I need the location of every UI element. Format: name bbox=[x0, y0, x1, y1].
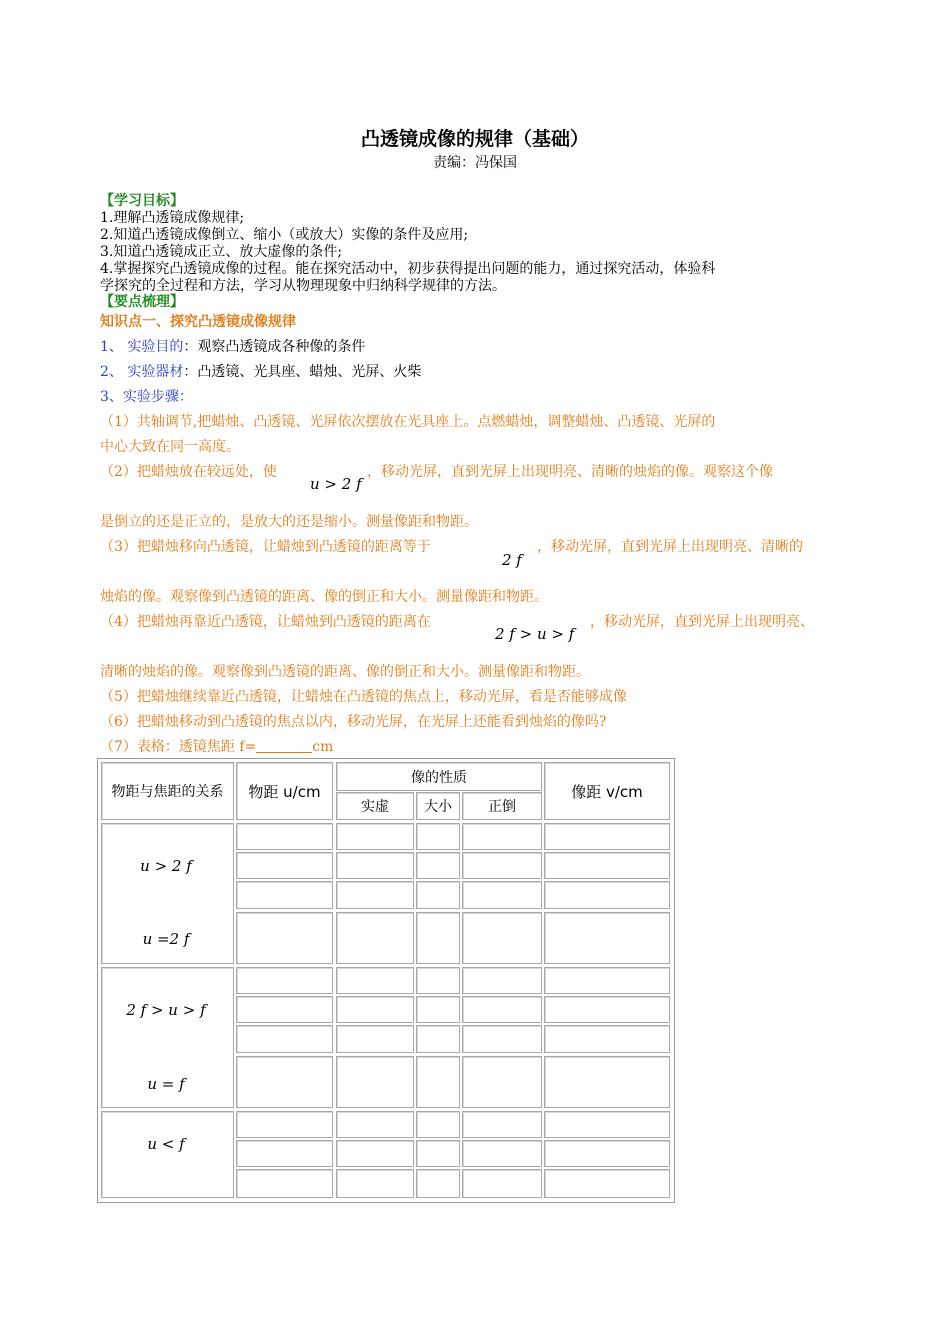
step-2b: ，移动光屏，直到光屏上出现明亮、清晰的烛焰的像。观察这个像 bbox=[367, 464, 773, 480]
rel-2f-gt-u-gt-f: 2 f > u > f bbox=[126, 1001, 206, 1019]
table-cell-r3-c3 bbox=[416, 881, 460, 909]
table-cell-r7-c3 bbox=[416, 1025, 460, 1053]
relation-group-3 bbox=[101, 1111, 234, 1198]
table-cell-r8-c4 bbox=[462, 1056, 542, 1108]
table-cell-r2-c4 bbox=[462, 852, 542, 879]
table-cell-r2-c3 bbox=[416, 852, 460, 879]
page-title: 凸透镜成像的规律（基础） bbox=[360, 128, 589, 150]
table-cell-r11-c4 bbox=[462, 1169, 542, 1198]
goal-4-cont: 学探究的全过程和方法，学习从物理现象中归纳科学规律的方法。 bbox=[100, 278, 506, 294]
table-cell-r6-c3 bbox=[416, 996, 460, 1023]
editor-line: 责编：冯保国 bbox=[433, 155, 517, 171]
math-u-gt-2f: u > 2 f bbox=[310, 475, 362, 493]
item-2-text: ：凸透镜、光具座、蜡烛、光屏、火柴 bbox=[183, 364, 422, 380]
table-cell-r7-c2 bbox=[336, 1025, 414, 1053]
step-4a: （4）把蜡烛再靠近凸透镜，让蜡烛到凸透镜的距离在 bbox=[100, 614, 431, 630]
table-cell-r6-c4 bbox=[462, 996, 542, 1023]
step-7-unit: cm bbox=[312, 739, 334, 755]
table-cell-r9-c3 bbox=[416, 1111, 460, 1138]
table-cell-r6-c1 bbox=[236, 996, 333, 1023]
rel-u-eq-2f: u =2 f bbox=[142, 930, 190, 948]
step-7 bbox=[100, 739, 333, 756]
table-cell-r5-c5 bbox=[544, 967, 670, 994]
table-cell-r6-c5 bbox=[544, 996, 670, 1023]
table-cell-r9-c4 bbox=[462, 1111, 542, 1138]
step-2a: （2）把蜡烛放在较远处，使 bbox=[100, 464, 277, 480]
points-heading: 【要点梳理】 bbox=[100, 294, 184, 310]
header-size: 大小 bbox=[416, 792, 460, 820]
table-cell-r3-c2 bbox=[336, 881, 414, 909]
item-2-num: 2、 bbox=[100, 364, 123, 380]
table-cell-r5-c4 bbox=[462, 967, 542, 994]
table-cell-r1-c5 bbox=[544, 823, 670, 850]
step-7-label: （7）表格：透镜焦距 f= bbox=[100, 739, 257, 755]
goal-1: 1.理解凸透镜成像规律; bbox=[100, 210, 245, 226]
step-6: （6）把蜡烛移动到凸透镜的焦点以内，移动光屏，在光屏上还能看到烛焰的像吗? bbox=[100, 714, 607, 730]
table-cell-r8-c1 bbox=[236, 1056, 333, 1108]
table-cell-r2-c5 bbox=[544, 852, 670, 879]
header-image-nature: 像的性质 bbox=[336, 762, 542, 791]
table-cell-r1-c2 bbox=[336, 823, 414, 850]
header-relation: 物距与焦距的关系 bbox=[101, 762, 234, 820]
item-2-label: 实验器材 bbox=[127, 364, 184, 380]
rel-u-gt-2f: u > 2 f bbox=[140, 857, 192, 875]
item-2 bbox=[100, 364, 421, 381]
header-orientation: 正倒 bbox=[462, 792, 542, 820]
step-4c: 清晰的烛焰的像。观察像到凸透镜的距离、像的倒正和大小。测量像距和物距。 bbox=[100, 664, 590, 680]
table-cell-r11-c3 bbox=[416, 1169, 460, 1198]
table-cell-r8-c3 bbox=[416, 1056, 460, 1108]
table-cell-r10-c5 bbox=[544, 1140, 670, 1167]
goals-heading: 【学习目标】 bbox=[100, 193, 184, 209]
table-cell-r4-c4 bbox=[462, 912, 542, 964]
step-3b: ，移动光屏，直到光屏上出现明亮、清晰的 bbox=[537, 539, 803, 555]
table-cell-r4-c1 bbox=[236, 912, 333, 964]
table-cell-r11-c5 bbox=[544, 1169, 670, 1198]
table-cell-r10-c1 bbox=[236, 1140, 333, 1167]
table-cell-r1-c4 bbox=[462, 823, 542, 850]
goal-4: 4.掌握探究凸透镜成像的过程。能在探究活动中，初步获得提出问题的能力，通过探究活动，体验科 bbox=[100, 261, 716, 277]
table-cell-r5-c1 bbox=[236, 967, 333, 994]
item-3: 3、实验步骤： bbox=[100, 389, 193, 405]
table-cell-r6-c2 bbox=[336, 996, 414, 1023]
math-2f: 2 f bbox=[502, 551, 522, 569]
step-3c: 烛焰的像。观察像到凸透镜的距离、像的倒正和大小。测量像距和物距。 bbox=[100, 589, 548, 605]
item-1-num: 1、 bbox=[100, 339, 123, 355]
step-4b: ，移动光屏，直到光屏上出现明亮、 bbox=[590, 614, 814, 630]
rel-u-lt-f: u < f bbox=[147, 1135, 185, 1153]
goal-3: 3.知道凸透镜成正立、放大虚像的条件; bbox=[100, 244, 343, 260]
table-cell-r7-c5 bbox=[544, 1025, 670, 1053]
table-cell-r7-c1 bbox=[236, 1025, 333, 1053]
table-cell-r7-c4 bbox=[462, 1025, 542, 1053]
table-cell-r8-c5 bbox=[544, 1056, 670, 1108]
header-real-virtual: 实虚 bbox=[336, 792, 414, 820]
table-cell-r9-c2 bbox=[336, 1111, 414, 1138]
table-cell-r4-c2 bbox=[336, 912, 414, 964]
table-cell-r5-c2 bbox=[336, 967, 414, 994]
header-image-distance: 像距 v/cm bbox=[544, 762, 670, 820]
step-1b: 中心大致在同一高度。 bbox=[100, 439, 240, 455]
knowledge-title: 知识点一、探究凸透镜成像规律 bbox=[100, 314, 296, 330]
table-cell-r2-c1 bbox=[236, 852, 333, 879]
table-cell-r10-c2 bbox=[336, 1140, 414, 1167]
step-2c: 是倒立的还是正立的，是放大的还是缩小。测量像距和物距。 bbox=[100, 514, 478, 530]
table-cell-r5-c3 bbox=[416, 967, 460, 994]
table-cell-r4-c3 bbox=[416, 912, 460, 964]
table-cell-r11-c1 bbox=[236, 1169, 333, 1198]
table-cell-r3-c5 bbox=[544, 881, 670, 909]
table-cell-r10-c4 bbox=[462, 1140, 542, 1167]
step-5: （5）把蜡烛继续靠近凸透镜，让蜡烛在凸透镜的焦点上，移动光屏，看是否能够成像 bbox=[100, 689, 627, 705]
table-cell-r1-c1 bbox=[236, 823, 333, 850]
table-cell-r2-c2 bbox=[336, 852, 414, 879]
table-cell-r9-c5 bbox=[544, 1111, 670, 1138]
imaging-table bbox=[97, 758, 675, 1203]
table-cell-r10-c3 bbox=[416, 1140, 460, 1167]
focal-length-blank bbox=[256, 739, 312, 753]
table-cell-r11-c2 bbox=[336, 1169, 414, 1198]
step-1a: （1）共轴调节,把蜡烛、凸透镜、光屏依次摆放在光具座上。点燃蜡烛，调整蜡烛、凸透镜、光屏的 bbox=[100, 414, 716, 430]
goal-2: 2.知道凸透镜成像倒立、缩小（或放大）实像的条件及应用; bbox=[100, 227, 469, 243]
table-cell-r4-c5 bbox=[544, 912, 670, 964]
item-1-label: 实验目的 bbox=[127, 339, 184, 355]
item-1-text: ：观察凸透镜成各种像的条件 bbox=[183, 339, 366, 355]
table-cell-r1-c3 bbox=[416, 823, 460, 850]
math-2f-gt-u-gt-f: 2 f > u > f bbox=[495, 625, 575, 643]
table-cell-r3-c1 bbox=[236, 881, 333, 909]
table-cell-r8-c2 bbox=[336, 1056, 414, 1108]
item-1 bbox=[100, 339, 365, 356]
rel-u-eq-f: u = f bbox=[147, 1075, 185, 1093]
table-cell-r3-c4 bbox=[462, 881, 542, 909]
table-cell-r9-c1 bbox=[236, 1111, 333, 1138]
step-3a: （3）把蜡烛移向凸透镜，让蜡烛到凸透镜的距离等于 bbox=[100, 539, 431, 555]
header-object-distance: 物距 u/cm bbox=[236, 762, 333, 820]
